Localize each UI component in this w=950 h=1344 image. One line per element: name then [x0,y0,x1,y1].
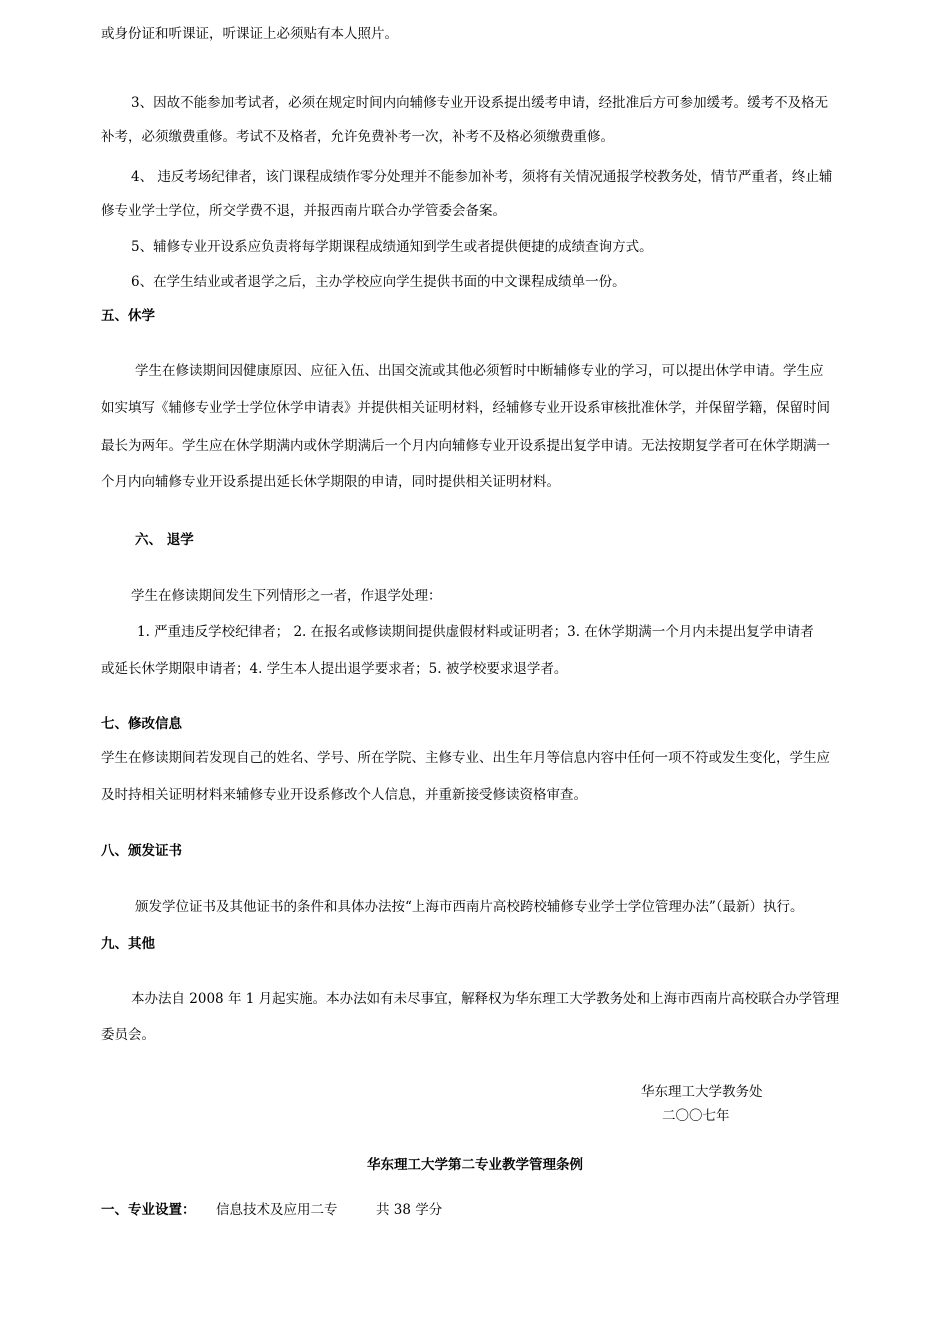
section-heading: 七、修改信息 [101,716,182,732]
paragraph-line: 学生在修读期间因健康原因、应征入伍、出国交流或其他必须暂时中断辅修专业的学习，可以提出休学申请。学生应 [135,363,824,379]
section-heading: 五、休学 [101,308,155,324]
major-name: 信息技术及应用二专 [216,1202,338,1218]
signature-org: 华东理工大学教务处 [641,1084,763,1100]
paragraph-line: 本办法自 2008 年 1 月起实施。本办法如有未尽事宜，解释权为华东理工大学教务处和上海市西南片高校联合办学管理 [131,991,840,1007]
signature-date: 二〇〇七年 [662,1108,730,1124]
next-document-title: 华东理工大学第二专业教学管理条例 [367,1157,583,1173]
paragraph-line: 1. 严重违反学校纪律者； 2. 在报名或修读期间提供虚假材料或证明者；3. 在休学期满一个月内未提出复学申请者 [137,624,814,640]
paragraph-line: 4、 违反考场纪律者，该门课程成绩作零分处理并不能参加补考，须将有关情况通报学校教务处，情节严重者，终止辅 [131,169,833,185]
paragraph-line: 颁发学位证书及其他证书的条件和具体办法按“上海市西南片高校跨校辅修专业学士学位管理办法”（最新）执行。 [135,899,804,915]
paragraph-line: 最长为两年。学生应在休学期满内或休学期满后一个月内向辅修专业开设系提出复学申请。无法按期复学者可在休学期满一 [101,438,830,454]
paragraph-line: 学生在修读期间发生下列情形之一者，作退学处理： [131,588,442,604]
paragraph-line: 3、因故不能参加考试者，必须在规定时间内向辅修专业开设系提出缓考申请，经批准后方可参加缓考。缓考不及格无 [131,95,829,111]
section-heading: 一、专业设置： [101,1202,196,1218]
paragraph-line: 委员会。 [101,1027,155,1043]
section-heading: 六、 退学 [135,532,194,548]
paragraph-line: 修专业学士学位，所交学费不退，并报西南片联合办学管委会备案。 [101,203,506,219]
paragraph-line: 及时持相关证明材料来辅修专业开设系修改个人信息，并重新接受修读资格审查。 [101,787,587,803]
section-heading: 八、颁发证书 [101,843,182,859]
major-credits: 共 38 学分 [376,1202,443,1218]
paragraph-line: 个月内向辅修专业开设系提出延长休学期限的申请，同时提供相关证明材料。 [101,474,560,490]
paragraph-line: 5、辅修专业开设系应负责将每学期课程成绩通知到学生或者提供便捷的成绩查询方式。 [131,239,653,255]
paragraph-line: 学生在修读期间若发现自己的姓名、学号、所在学院、主修专业、出生年月等信息内容中任何一项不符或发生变化，学生应 [101,750,830,766]
paragraph-line: 如实填写《辅修专业学士学位休学申请表》并提供相关证明材料，经辅修专业开设系审核批准休学，并保留学籍，保留时间 [101,400,830,416]
paragraph-line: 补考，必须缴费重修。考试不及格者，允许免费补考一次，补考不及格必须缴费重修。 [101,129,614,145]
paragraph-line: 6、在学生结业或者退学之后，主办学校应向学生提供书面的中文课程成绩单一份。 [131,274,626,290]
paragraph-line: 或延长休学期限申请者；4. 学生本人提出退学要求者；5. 被学校要求退学者。 [101,661,568,677]
paragraph-line: 或身份证和听课证，听课证上必须贴有本人照片。 [101,26,398,42]
section-heading: 九、其他 [101,936,155,952]
